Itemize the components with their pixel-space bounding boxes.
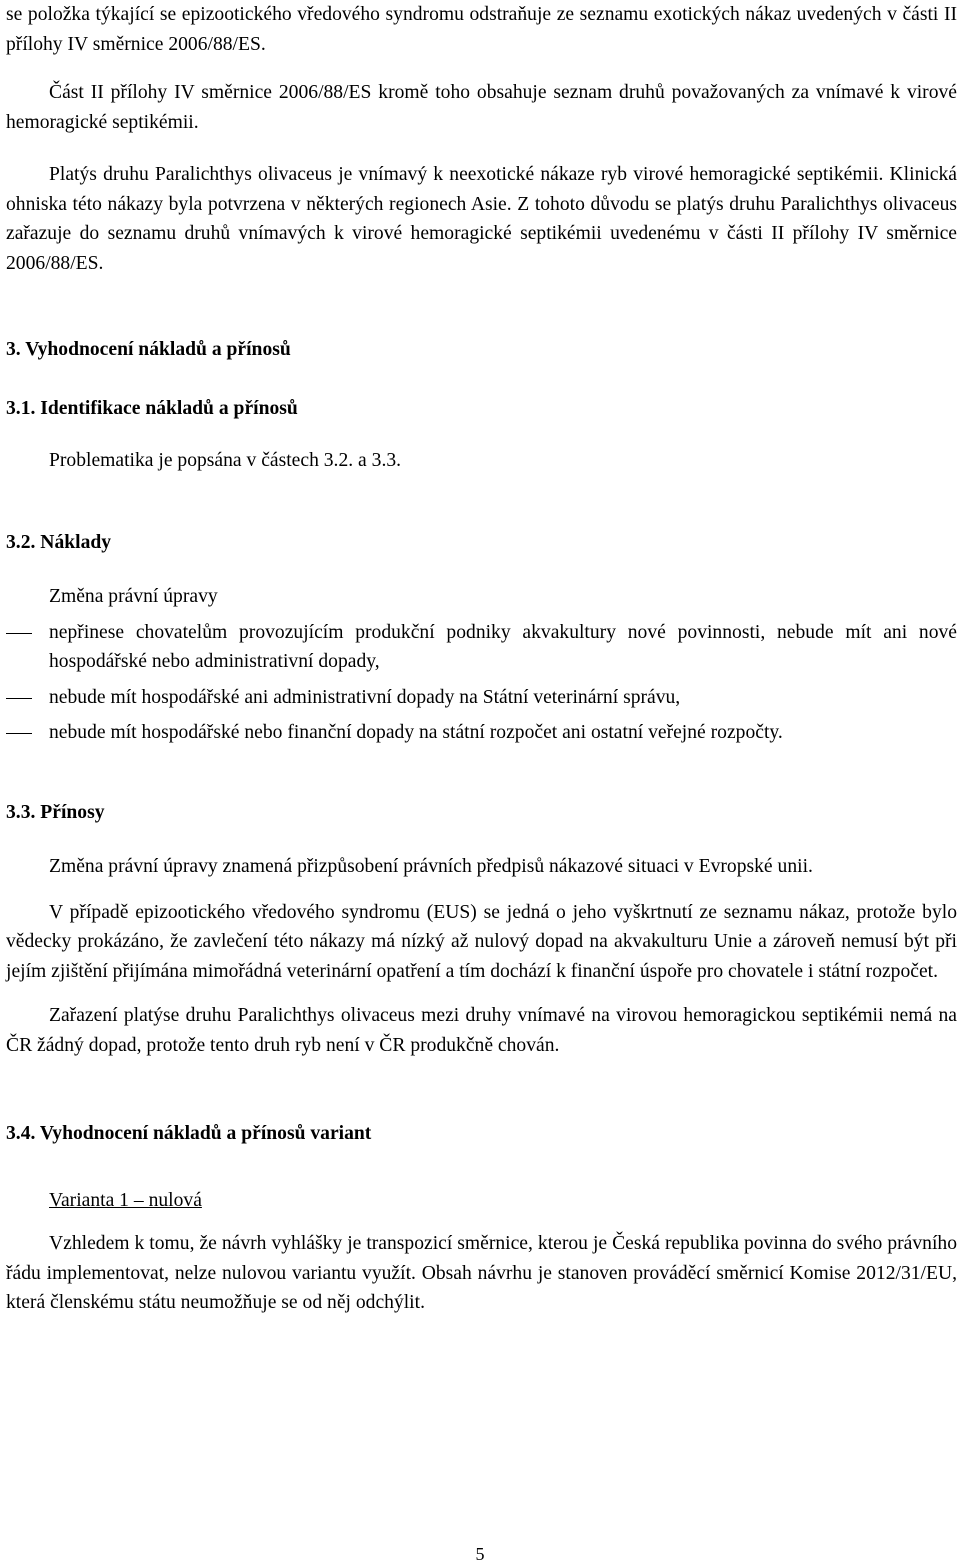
list-item: nebude mít hospodářské ani administrativní dopady na Státní veterinární správu,	[6, 683, 957, 713]
heading-section-3-3: 3.3. Přínosy	[6, 801, 105, 823]
dash-bullet	[6, 633, 32, 634]
document-page	[6, 0, 957, 1318]
variant-1-title: Varianta 1 – nulová	[49, 1189, 202, 1211]
heading-section-3: 3. Vyhodnocení nákladů a přínosů	[6, 339, 291, 360]
list-item: nepřinese chovatelům provozujícím produkční podniky akvakultury nové povinnosti, nebude mít ani nové hospodářské nebo administrativní dopady,	[6, 618, 957, 677]
heading-section-3-1: 3.1. Identifikace nákladů a přínosů	[6, 397, 298, 419]
paragraph-3-4: Vzhledem k tomu, že návrh vyhlášky je transpozicí směrnice, kterou je Česká republika povinna do svého právního řádu implementovat, nelze nulovou variantu využít. Obsah návrhu je stanoven prováděcí směrnicí Komise 2012/31/EU, která členskému státu neumožňuje se od něj odchýlit.	[6, 1233, 957, 1313]
dash-bullet	[6, 733, 32, 734]
costs-list	[6, 618, 957, 748]
paragraph-paralichthys: Platýs druhu Paralichthys olivaceus je vnímavý k neexotické nákaze ryb virové hemoragické septikémii. Klinická ohniska této nákazy byla potvrzena v některých regionech Asie. Z tohoto důvodu se platýs druhu Paralichthys olivaceus zařazuje do seznamu druhů vnímavých k virové hemoragické septikémii uvedenému v části II přílohy IV směrnice 2006/88/ES.	[6, 164, 957, 274]
dash-bullet	[6, 698, 32, 699]
page-number: 5	[475, 1544, 485, 1564]
list-item: nebude mít hospodářské nebo finanční dopady na státní rozpočet ani ostatní veřejné rozpočty.	[6, 718, 957, 748]
paragraph-3-1: Problematika je popsána v částech 3.2. a 3.3.	[49, 450, 402, 471]
paragraph-3-2-intro: Změna právní úpravy	[49, 586, 218, 607]
paragraph-eus-removal: se položka týkající se epizootického vředového syndromu odstraňuje ze seznamu exotických nákaz uvedených v části II přílohy IV směrnice 2006/88/ES.	[6, 4, 957, 55]
paragraph-3-3-c: Zařazení platýse druhu Paralichthys olivaceus mezi druhy vnímavé na virovou hemoragickou septikémii nemá na ČR žádný dopad, protože tento druh ryb není v ČR produkčně chován.	[6, 1005, 957, 1056]
paragraph-part-ii-species: Část II přílohy IV směrnice 2006/88/ES kromě toho obsahuje seznam druhů považovaných za vnímavé k virové hemoragické septikémii.	[6, 82, 957, 133]
heading-section-3-4: 3.4. Vyhodnocení nákladů a přínosů variant	[6, 1123, 372, 1144]
paragraph-3-3-b: V případě epizootického vředového syndromu (EUS) se jedná o jeho vyškrtnutí ze seznamu nákaz, protože bylo vědecky prokázáno, že zavlečení této nákazy má nízký až nulový dopad na akvakulturu Unie a zároveň nemusí být při jejím zjištění přijímána mimořádná veterinární opatření a tím dochází k finanční úspoře pro chovatele i státní rozpočet.	[6, 901, 957, 982]
heading-section-3-2: 3.2. Náklady	[6, 531, 112, 553]
paragraph-3-3-a: Změna právní úpravy znamená přizpůsobení právních předpisů nákazové situaci v Evropské unii.	[49, 856, 813, 877]
